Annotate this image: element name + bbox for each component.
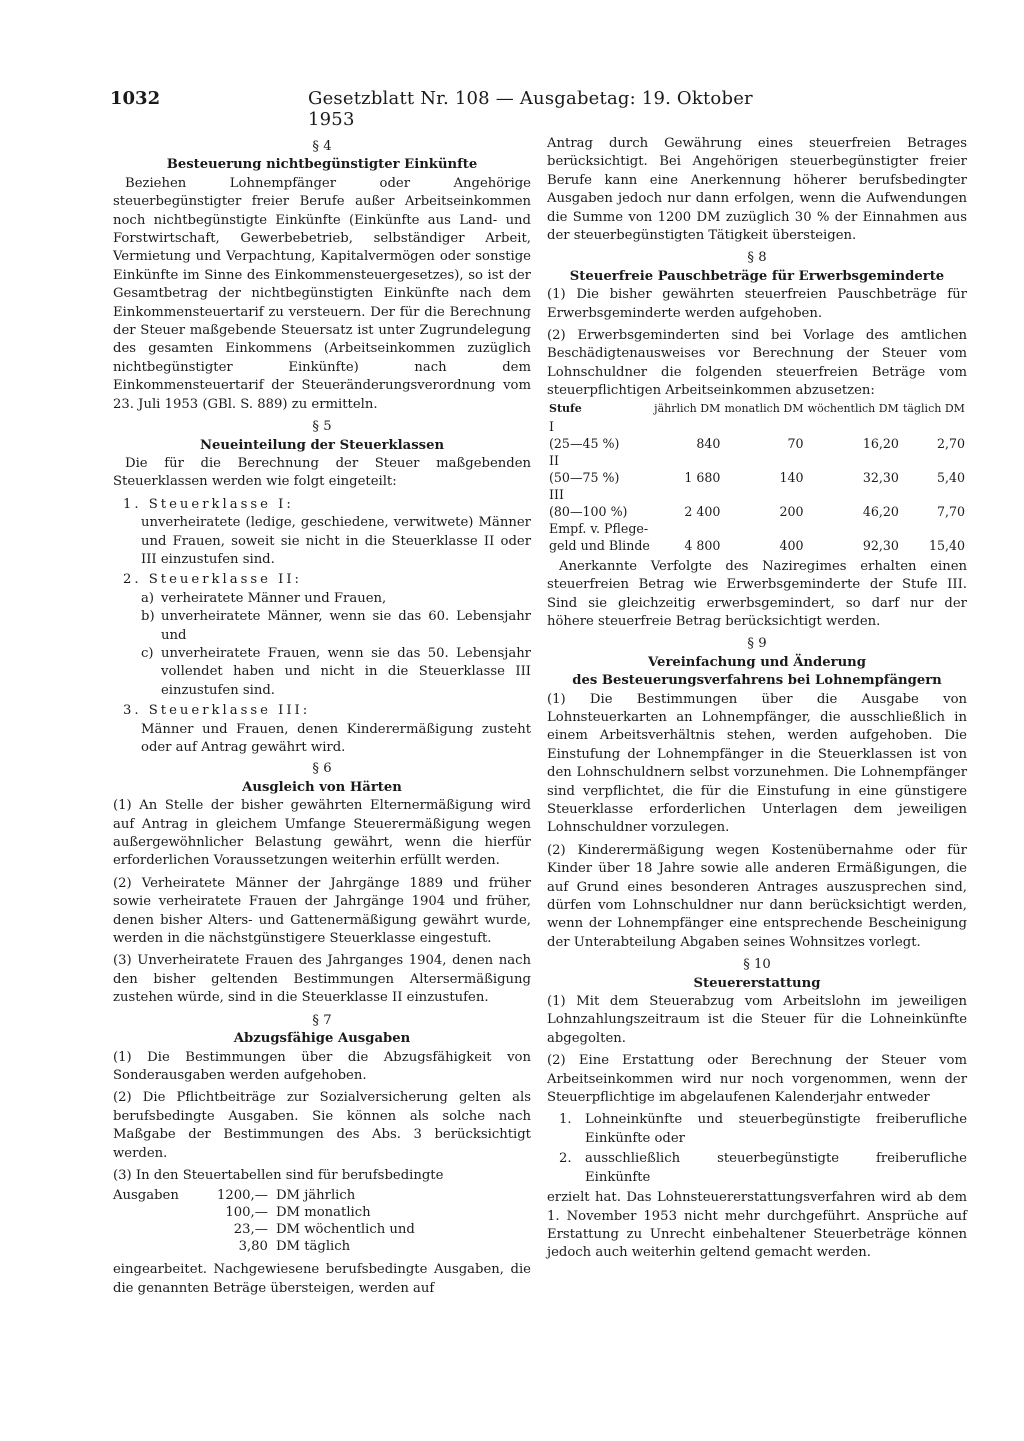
amount-row: [213, 1204, 419, 1221]
section-title: Steuerfreie Pauschbeträge für Erwerbsgeminderte: [569, 268, 945, 284]
tax-class-text: Männer und Frauen, denen Kinderermäßigung zusteht oder auf Antrag gewährt wird.: [141, 721, 531, 755]
table-cell-value: 5,40: [936, 469, 965, 485]
table-cell-value: 16,20: [862, 435, 899, 451]
tax-class-2: [123, 571, 531, 700]
paragraph: (2) Erwerbsgeminderten sind bei Vorlage des amtlichen Beschädigtenausweises vor Berechnung der Steuer vom Lohnschuldner die folgenden steuerfreien Beträge vom steuerpflichtigen Arbeitseinkommen abzusetzen:: [547, 328, 967, 399]
paragraph: (1) Die bisher gewährten steuerfreien Pauschbeträge für Erwerbsgeminderte werden aufgehoben.: [547, 287, 967, 321]
section-title: Abzugsfähige Ausgaben: [233, 1031, 411, 1047]
table-cell-stufe: III: [549, 486, 564, 502]
table-cell-value: [901, 486, 967, 503]
table-row: [547, 537, 967, 554]
paragraph: Die für die Berechnung der Steuer maßgebenden Steuerklassen werden wie folgt eingeteilt:: [113, 455, 531, 490]
section-title: Neueinteilung der Steuerklassen: [199, 437, 445, 453]
amount-value: 100,—: [225, 1205, 268, 1221]
table-cell-value: [722, 486, 805, 503]
paragraph: erzielt hat. Das Lohnsteuererstattungsverfahren wird ab dem 1. November 1953 nicht mehr durchgeführt. Ansprüche auf Erstattung zu Unrecht einbehaltener Steuerbeträge können jedoch auch weiterhin geltend gemacht werden.: [547, 1190, 967, 1261]
column-header: täglich DM: [903, 401, 965, 415]
section-number: § 10: [743, 957, 771, 973]
paragraph: (1) Die Bestimmungen über die Abzugsfähigkeit von Sonderausgaben werden aufgehoben.: [113, 1049, 531, 1083]
table-cell-stufe: Empf. v. Pflege-: [549, 520, 649, 536]
list-item: [559, 1111, 967, 1148]
tax-class-1: [123, 496, 531, 570]
left-column: [113, 135, 531, 1302]
table-row: [547, 452, 967, 469]
paragraph: (2) Eine Erstattung oder Berechnung der Steuer vom Arbeitseinkommen wird nur noch vorgenommen, wenn der Steuerpflichtige im abgelaufenen Kalenderjahr entweder: [547, 1053, 967, 1106]
amount-unit: DM monatlich: [275, 1205, 371, 1221]
expense-amounts: [113, 1187, 531, 1255]
section-number: § 6: [312, 761, 332, 777]
sub-item-text: verheiratete Männer und Frauen,: [161, 590, 387, 606]
section-number: § 7: [312, 1012, 332, 1028]
column-header: jährlich DM: [654, 401, 721, 415]
table-cell-value: [722, 452, 805, 469]
sub-item-text: unverheiratete Männer, wenn sie das 60. Lebensjahr und: [161, 609, 531, 643]
table-cell-value: 70: [787, 435, 804, 451]
table-cell-value: [722, 520, 805, 537]
paragraph: (3) Unverheiratete Frauen des Jahrganges 1904, denen nach den bisher geltenden Bestimmungen Altersermäßigung zustehen würde, sind in die Steuerklasse II einzustufen.: [113, 953, 531, 1006]
amounts-lead: Ausgaben: [113, 1188, 179, 1204]
paragraph: eingearbeitet. Nachgewiesene berufsbedingte Ausgaben, die die genannten Beträge übersteigen, werden auf: [113, 1262, 531, 1296]
sub-item-label: b): [141, 609, 155, 625]
paragraph: (1) An Stelle der bisher gewährten Elternermäßigung wird auf Antrag in gleichem Umfange Steuerermäßigung wegen außergewöhnlicher Belastung gewährt, wenn die hierfür erforderlichen Voraussetzungen weiterhin erfüllt werden.: [113, 798, 531, 869]
amount-unit: DM täglich: [275, 1239, 351, 1255]
tax-class-label: 2. Steuerklasse II:: [123, 572, 302, 588]
table-cell-value: 2 400: [684, 503, 721, 519]
list-item-text: Lohneinkünfte und steuerbegünstigte freiberufliche Einkünfte oder: [585, 1112, 967, 1146]
table-cell-value: 46,20: [862, 503, 899, 519]
table-row: [547, 520, 967, 537]
section-title: Ausgleich von Härten: [242, 779, 402, 795]
list-item-label: 1.: [559, 1112, 572, 1128]
table-cell-stufe: (50—75 %): [549, 469, 620, 485]
page-header: [110, 88, 790, 130]
table-cell-value: 7,70: [936, 503, 965, 519]
amount-value: 3,80: [238, 1239, 268, 1255]
tax-class-text: unverheiratete (ledige, geschiedene, verwitwete) Männer und Frauen, soweit sie nicht in die Steuerklasse II oder III einzustufen sind.: [141, 515, 531, 567]
table-header-row: [547, 403, 967, 418]
column-header: Stufe: [549, 401, 582, 415]
amount-row: [213, 1187, 419, 1204]
section-title: Vereinfachung und Änderung: [648, 654, 866, 670]
table-row: [547, 503, 967, 520]
tax-class-label: 1. Steuerklasse I:: [123, 496, 294, 512]
table-cell-value: [806, 486, 901, 503]
table-cell-value: [901, 452, 967, 469]
sub-item-label: a): [141, 590, 155, 606]
tax-class-3: [123, 702, 531, 757]
amounts-table: [213, 1187, 419, 1255]
table-cell-value: [652, 486, 722, 503]
header-title: Gesetzblatt Nr. 108 — Ausgabetag: 19. Oktober 1953: [308, 88, 753, 130]
table-row: [547, 486, 967, 503]
table-cell-stufe: (80—100 %): [549, 503, 628, 519]
section-number: § 9: [747, 636, 767, 652]
paragraph: Anerkannte Verfolgte des Naziregimes erhalten einen steuerfreien Betrag wie Erwerbsgeminderte der Stufe III. Sind sie gleichzeitig erwerbsgemindert, so darf nur der höhere steuerfreie Betrag berücksichtigt werden.: [547, 558, 967, 629]
paragraph: (2) Verheiratete Männer der Jahrgänge 1889 und früher sowie verheiratete Frauen der Jahrgänge 1904 und früher, denen bisher Alters- und Gattenermäßigung gewährt wurde, werden in die nächstgünstigere Steuerklasse eingestuft.: [113, 875, 531, 947]
amount-value: 23,—: [233, 1222, 268, 1238]
allowance-table: [547, 403, 967, 554]
table-cell-value: [806, 520, 901, 537]
table-cell-value: 32,30: [862, 469, 899, 485]
section-number: § 8: [747, 250, 767, 266]
sub-item: [141, 608, 531, 645]
table-cell-value: [901, 418, 967, 435]
table-cell-value: [652, 418, 722, 435]
table-cell-value: 1 680: [684, 469, 721, 485]
list-item-text: ausschließlich steuerbegünstigte freiberufliche Einkünfte: [585, 1151, 967, 1185]
table-cell-stufe: geld und Blinde: [549, 537, 650, 553]
table-cell-value: 2,70: [936, 435, 965, 451]
table-cell-value: [901, 520, 967, 537]
paragraph: (1) Mit dem Steuerabzug vom Arbeitslohn im jeweiligen Lohnzahlungszeitraum ist die Steuer für die Lohneinkünfte abgegolten.: [547, 994, 967, 1046]
list-item-label: 2.: [559, 1151, 572, 1167]
section-number: § 4: [312, 139, 332, 154]
amount-unit: DM wöchentlich und: [275, 1222, 415, 1238]
paragraph: (1) Die Bestimmungen über die Ausgabe von Lohnsteuerkarten an Lohnempfänger, die ausschließlich in einem Arbeitsverhältnis stehen, werden aufgehoben. Die Einstufung der Lohnempfänger in die Steuerklassen ist von den Lohnschuldnern selbst vorzunehmen. Die Lohnempfänger sind verpflichtet, die für die Einstufung in eine günstigere Steuerklasse erforderlichen Unterlagen dem jeweiligen Lohnschuldner vorzulegen.: [547, 691, 967, 836]
column-header: monatlich DM: [724, 401, 804, 415]
table-row: [547, 418, 967, 435]
table-cell-value: [652, 452, 722, 469]
amount-row: [213, 1238, 419, 1255]
table-cell-value: [722, 418, 805, 435]
paragraph: Antrag durch Gewährung eines steuerfreien Betrages berücksichtigt. Bei Angehörigen steuerbegünstigter freier Berufe kann eine Anerkennung höherer berufsbedingter Ausgaben jedoch nur dann erfolgen, wenn die Aufwendungen die Summe von 1200 DM zuzüglich 30 % der Einnahmen aus der steuerbegünstigten Tätigkeit übersteigen.: [547, 136, 967, 244]
table-cell-value: 840: [696, 435, 721, 451]
table-row: [547, 469, 967, 486]
paragraph: Beziehen Lohnempfänger oder Angehörige steuerbegünstigter freier Berufe außer Arbeitseinkommen noch nichtbegünstigte Einkünfte (Einkünfte aus Land- und Forstwirtschaft, Gewerbebetrieb, selbständiger Arbeit, Vermietung und Verpachtung, Kapitalvermögen oder sonstige Einkünfte im Sinne des Einkommensteuergesetzes), so ist der Gesamtbetrag der nichtbegünstigten Einkünfte nach dem Einkommensteuertarif zu versteuern. Der für die Berechnung der Steuer maßgebende Steuersatz ist unter Zugrundelegung des gesamten Einkommens (Arbeitseinkommen zuzüglich nichtbegünstigter Einkünfte) nach dem Einkommensteuertarif der Steueränderungsverordnung vom 23. Juli 1953 (GBl. S. 889) zu ermitteln.: [113, 175, 531, 412]
right-column: [547, 135, 967, 1267]
tax-class-label: 3. Steuerklasse III:: [123, 703, 311, 719]
table-cell-value: 400: [779, 537, 804, 553]
table-cell-stufe: II: [549, 452, 559, 468]
table-body: [547, 418, 967, 554]
table-cell-value: [652, 520, 722, 537]
table-cell-stufe: I: [549, 418, 554, 434]
paragraph: (2) Kinderermäßigung wegen Kostenübernahme oder für Kinder über 18 Jahre sowie alle anderen Ermäßigungen, die auf Grund eines besonderen Antrages auszusprechen sind, dürfen vom Lohnschuldner nur dann berücksichtigt werden, wenn der Lohnempfänger eine entsprechende Bescheinigung der Unterabteilung Abgaben seines Wohnsitzes vorlegt.: [547, 842, 967, 950]
sub-item-label: c): [141, 645, 154, 661]
paragraph: (3) In den Steuertabellen sind für berufsbedingte: [113, 1167, 444, 1183]
column-header: wöchentlich DM: [807, 401, 899, 415]
sub-item: [141, 590, 531, 608]
table-cell-value: 92,30: [862, 537, 899, 553]
table-cell-value: 15,40: [928, 537, 965, 553]
table-cell-value: 140: [779, 469, 804, 485]
section-title: Steuererstattung: [693, 975, 821, 991]
table-cell-value: [806, 418, 901, 435]
table-cell-value: 4 800: [684, 537, 721, 553]
sub-item-text: unverheiratete Frauen, wenn sie das 50. Lebensjahr vollendet haben und nicht in die Steuerklasse III einzustufen sind.: [161, 645, 531, 698]
list-item: [559, 1150, 967, 1187]
amount-value: 1200,—: [217, 1188, 268, 1204]
section-title: Besteuerung nichtbegünstigter Einkünfte: [166, 157, 478, 173]
section-title: des Besteuerungsverfahrens bei Lohnempfängern: [572, 673, 942, 689]
amount-unit: DM jährlich: [275, 1188, 356, 1204]
table-cell-value: 200: [779, 503, 804, 519]
page-number: 1032: [110, 88, 161, 109]
paragraph: (2) Die Pflichtbeiträge zur Sozialversicherung gelten als berufsbedingte Ausgaben. Sie können als solche nach Maßgabe der Bestimmungen des Abs. 3 berücksichtigt werden.: [113, 1090, 531, 1161]
table-row: [547, 435, 967, 452]
section-number: § 5: [312, 419, 332, 435]
table-cell-stufe: (25—45 %): [549, 435, 620, 451]
amount-row: [213, 1221, 419, 1238]
sub-item: [141, 645, 531, 700]
table-cell-value: [806, 452, 901, 469]
